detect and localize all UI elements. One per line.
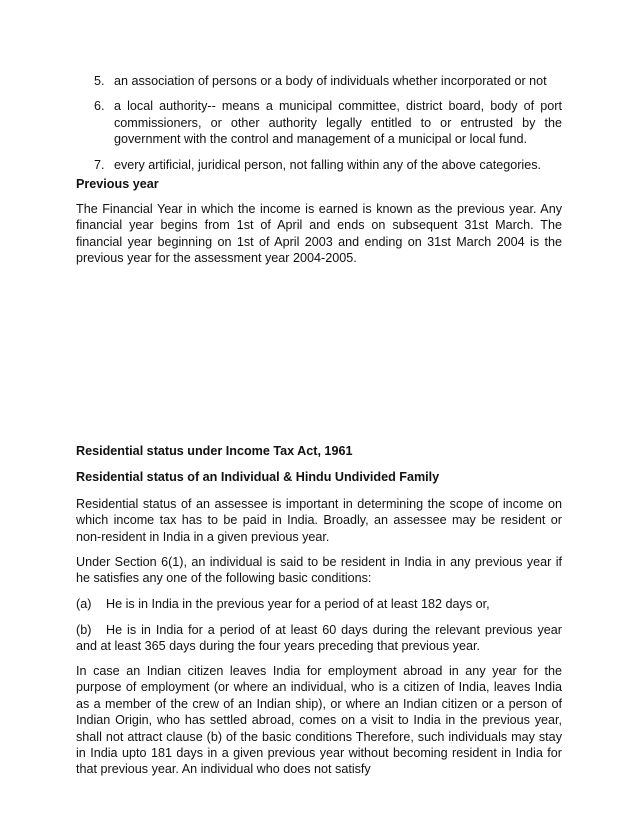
residential-status-subheading: Residential status of an Individual & Hindu Undivided Family (76, 470, 440, 484)
previous-year-paragraph: The Financial Year in which the income is earned is known as the previous year. Any financial year begins from 1st of April and ends on subsequent 31st March. The financial year beginning on 1st of April 2003 and ending on 31st March 2004 is the previous year for the assessment year 2004-2005. (76, 202, 562, 266)
list-item (76, 98, 562, 147)
list-item-number: 7. (94, 157, 105, 172)
condition-b (76, 622, 562, 655)
list-item-text: a local authority-- means a municipal committee, district board, body of port commissioners, or other authority legally entitled to or entrusted by the government with the control and management of a municipal or local fund. (114, 99, 562, 147)
list-item (76, 157, 562, 173)
residential-status-heading: Residential status under Income Tax Act, 1961 (76, 444, 353, 458)
list-item-text: every artificial, juridical person, not falling within any of the above categories. (114, 157, 542, 172)
residential-paragraph-1: Residential status of an assessee is important in determining the scope of income on which income tax has to be paid in India. Broadly, an assessee may be resident or non-resident in India in a given previous year. (76, 497, 562, 544)
list-item-text: an association of persons or a body of individuals whether incorporated or not (114, 74, 547, 88)
condition-a-label: (a) (76, 597, 92, 611)
entity-list (76, 73, 562, 173)
residential-paragraph-3: In case an Indian citizen leaves India for employment abroad in any year for the purpose of employment (or where an individual, who is a citizen of India, leaves India as a member of the crew of an Indian ship), or where an Indian citizen or a person of Indian Origin, who has settled abroad, comes on a visit to India in the previous year, shall not attract clause (b) of the basic conditions Therefore, such individuals may stay in India upto 181 days in a given previous year without becoming resident in India for that previous year. An individual who does not satisfy (76, 664, 562, 777)
list-item-number: 5. (94, 74, 105, 88)
previous-year-heading: Previous year (76, 177, 159, 191)
condition-b-label: (b) (76, 623, 92, 637)
condition-a (76, 596, 562, 612)
residential-paragraph-2: Under Section 6(1), an individual is said to be resident in India in any previous year if he satisfies any one of the following basic conditions: (76, 555, 562, 586)
condition-a-text: He is in India in the previous year for a period of at least 182 days or, (106, 597, 490, 611)
condition-b-text: He is in India for a period of at least 60 days during the relevant previous year and at least 365 days during the four years preceding that previous year. (76, 623, 562, 654)
list-item (76, 73, 562, 89)
list-item-number: 6. (94, 99, 105, 114)
